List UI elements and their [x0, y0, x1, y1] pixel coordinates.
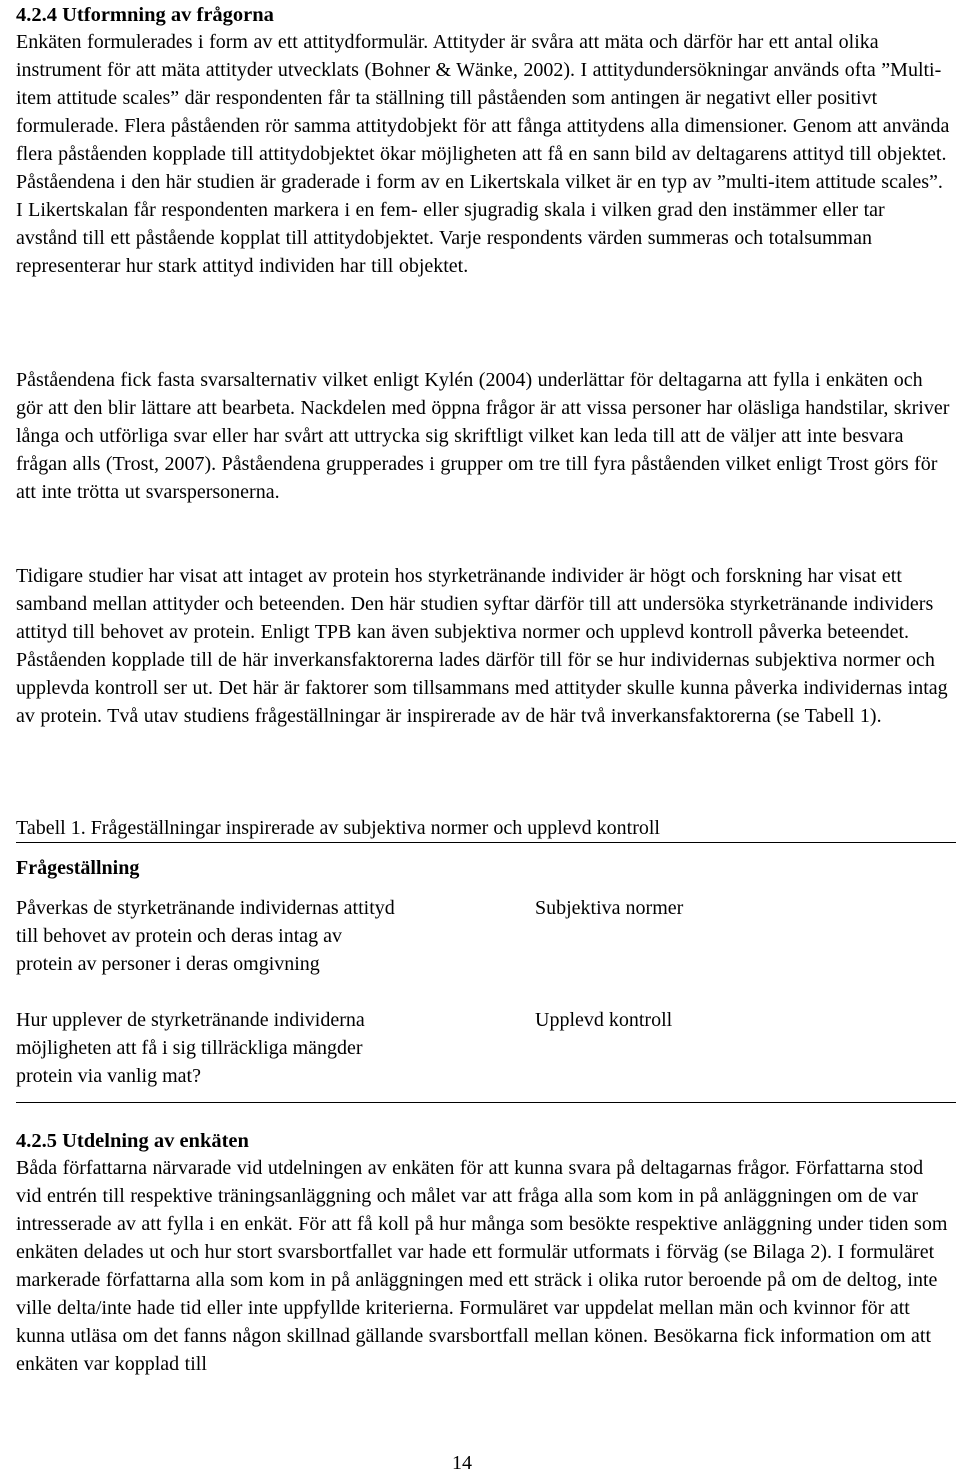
paragraph-previous-studies: Tidigare studier har visat att intaget av protein hos styrketränande individer är högt och forskning har visat ett samband mellan attityder och beteenden. Den här studien syftar därför till att undersöka styrketränande individers attityd till behovet av protein. Enligt TPB kan även subjektiva normer och upplevd kontroll påverka beteendet. Påståenden kopplade till de här inverkansfaktorerna lades därför till för se hur individernas subjektiva normer och upplevda kontroll ser ut. Det här är faktorer som tillsammans med attityder skulle kunna påverka individernas intag av protein. Två utav studiens frågeställningar är inspirerade av de här två inverkansfaktorerna (se Tabell 1). [16, 565, 948, 727]
question-line: möjligheten att få i sig tillräckliga mängder [16, 1037, 363, 1059]
table-top-rule [16, 842, 956, 843]
page-number: 14 [452, 1452, 472, 1474]
question-line: till behovet av protein och deras intag av [16, 925, 343, 947]
section-heading-4-2-5: 4.2.5 Utdelning av enkäten [16, 1130, 249, 1152]
table-caption: Tabell 1. Frågeställningar inspirerade av subjektiva normer och upplevd kontroll [16, 817, 660, 839]
section-heading-4-2-4: 4.2.4 Utformning av frågorna [16, 4, 274, 26]
paragraph-distribution: Båda författarna närvarade vid utdelningen av enkäten för att kunna svara på deltagarnas frågor. Författarna stod vid entrén till respektive träningsanläggning och målet var att fråga alla som kom in på anläggningen om de var intresserade av att fylla i en enkät. För att få koll på hur många som besökte respektive anläggning under tiden som enkäten delades ut och hur stort svarsbortfallet var hade ett formulär utformats i förväg (se Bilaga 2). I formuläret markerade författarna alla som kom in på anläggningen med ett sträck i olika rutor beroende på om de deltog, inte ville delta/inte hade tid eller inte uppfyllde kriterierna. Formuläret var uppdelat mellan män och kvinnor för att kunna utläsa om det fanns någon skillnad gällande svarsbortfall mellan könen. Besökarna fick information om att enkäten var kopplad till [16, 1157, 948, 1375]
table-category-cell: Upplevd kontroll [535, 1009, 673, 1031]
question-line: Påverkas de styrketränande individernas attityd [16, 897, 395, 919]
paragraph-fixed-answers: Påståendena fick fasta svarsalternativ vilket enligt Kylén (2004) underlättar för deltagarna att fylla i enkäten och gör att den blir lättare att bearbeta. Nackdelen med öppna frågor är att vissa personer har oläsliga handstilar, skriver långa och utförliga svar eller har svårt att uttrycka sig skriftligt vilket kan leda till att de väljer att inte besvara frågan alls (Trost, 2007). Påståendena grupperades i grupper om tre till fyra påståenden vilket enligt Trost görs för att inte trötta ut svarspersonerna. [16, 369, 950, 503]
table-header: Frågeställning [16, 857, 140, 879]
table-question-cell [16, 894, 496, 978]
question-line: Hur upplever de styrketränande individerna [16, 1009, 365, 1031]
table-category-cell: Subjektiva normer [535, 897, 684, 919]
table-bottom-rule [16, 1102, 956, 1103]
table-question-cell [16, 1006, 496, 1090]
question-line: protein av personer i deras omgivning [16, 953, 320, 975]
question-line: protein via vanlig mat? [16, 1065, 201, 1087]
paragraph-attitude-scales: Enkäten formulerades i form av ett attitydformulär. Attityder är svåra att mäta och därför har ett antal olika instrument för att mäta attityder utvecklats (Bohner & Wänke, 2002). I attitydundersökningar används ofta ”Multi-item attitude scales” där respondenten får ta ställning till påståenden som antingen är negativt eller positivt formulerade. Flera påståenden rör samma attitydobjekt för att fånga attitydens alla dimensioner. Genom att använda flera påståenden kopplade till attitydobjektet ökar möjligheten att få en sann bild av deltagarens attityd till objektet. Påståendena i den här studien är graderade i form av en Likertskala vilket är en typ av ”multi-item attitude scales”. I Likertskalan får respondenten markera i en fem- eller sjugradig skala i vilken grad den instämmer eller tar avstånd till ett påstående kopplat till attitydobjektet. Varje respondents värden summeras och totalsumman representerar hur stark attityd individen har till objektet. [16, 31, 950, 277]
